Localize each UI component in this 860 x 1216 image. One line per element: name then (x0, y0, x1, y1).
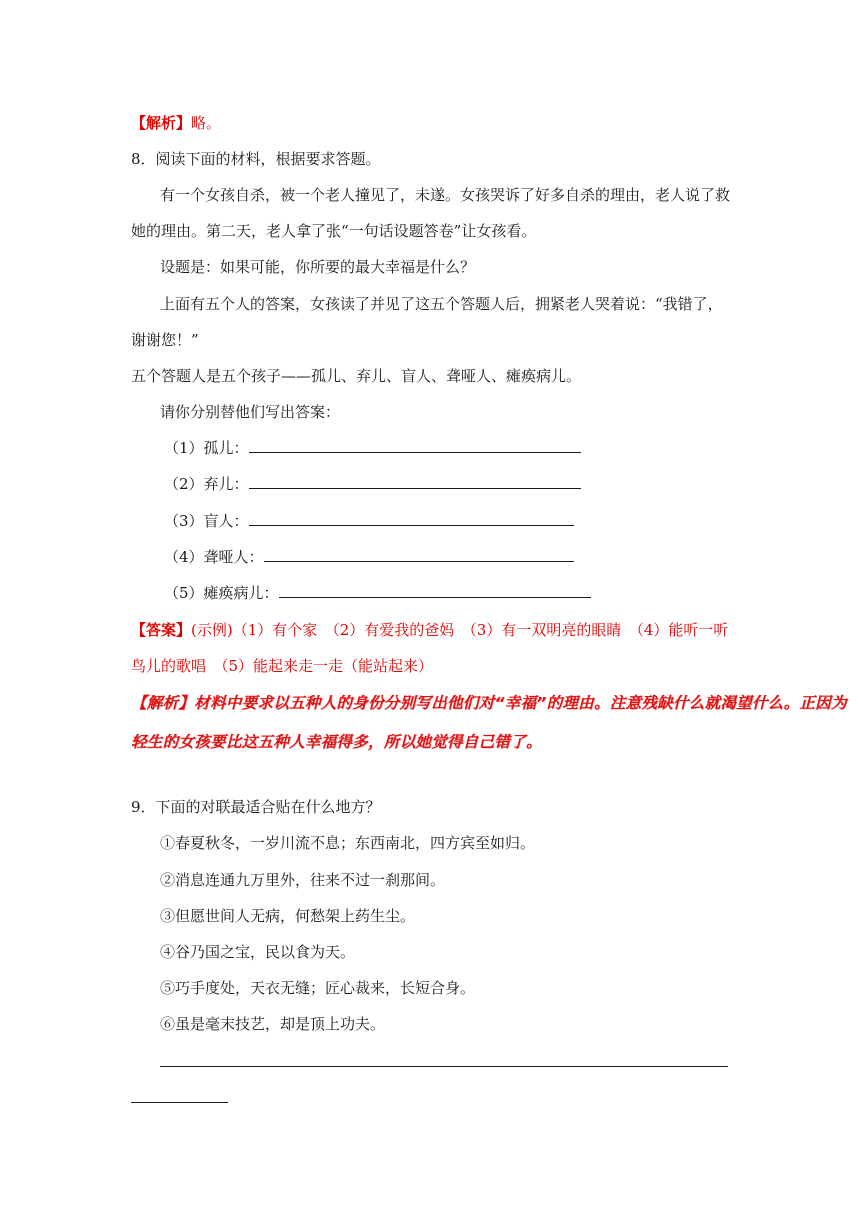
q8-item-2 (164, 473, 581, 495)
answer-blank[interactable] (249, 437, 581, 453)
q7-analysis-tag: 【解析】 (131, 114, 192, 132)
item-label: （5）瘫痪病儿： (164, 584, 279, 602)
q8-item-3 (164, 510, 574, 532)
q8-analysis-tag: 【解析】 (131, 694, 195, 712)
answer-blank[interactable] (264, 546, 574, 562)
q8-item-5 (164, 582, 591, 604)
item-label: （2）弃儿： (164, 475, 249, 493)
q9-item-1: ①春夏秋冬，一岁川流不息；东西南北，四方宾至如归。 (160, 834, 536, 852)
q8-title: 8．阅读下面的材料，根据要求答题。 (131, 150, 381, 168)
q7-analysis (131, 112, 221, 134)
q8-para2: 设题是：如果可能，你所要的最大幸福是什么？ (160, 258, 476, 276)
q7-analysis-text: 略。 (191, 114, 222, 132)
q8-para4: 五个答题人是五个孩子——孤儿、弃儿、盲人、聋哑人、瘫痪病儿。 (131, 367, 582, 385)
q9-item-5: ⑤巧手度处，天衣无缝；匠心裁来，长短合身。 (160, 979, 476, 997)
item-label: （1）孤儿： (164, 439, 249, 457)
q8-item-4 (164, 546, 574, 568)
item-label: （4）聋哑人： (164, 548, 264, 566)
q9-title: 9．下面的对联最适合贴在什么地方？ (131, 798, 381, 816)
answer-blank[interactable] (279, 582, 591, 598)
q8-instruction: 请你分别替他们写出答案： (160, 403, 341, 421)
q8-para1-line1: 有一个女孩自杀，被一个老人撞见了，未遂。女孩哭诉了好多自杀的理由，老人说了救 (160, 186, 731, 204)
q8-answer-line1 (131, 619, 728, 641)
item-label: （3）盲人： (164, 512, 249, 530)
q9-answer-line-2[interactable] (131, 1102, 228, 1103)
q8-para3-line1: 上面有五个人的答案，女孩读了并见了这五个答题人后，拥紧老人哭着说：“我错了， (160, 295, 723, 313)
q8-analysis-line1 (131, 692, 847, 714)
q8-answer-tag: 【答案】 (131, 621, 192, 639)
q8-answer-text: (示例)（1）有个家 （2）有爱我的爸妈 （3）有一双明亮的眼睛 （4）能听一听 (191, 621, 729, 639)
q8-item-1 (164, 437, 581, 459)
q9-item-2: ②消息连通九万里外，往来不过一刹那间。 (160, 871, 446, 889)
q8-analysis-line2: 轻生的女孩要比这五种人幸福得多，所以她觉得自己错了。 (131, 733, 542, 751)
q8-para1-line2: 她的理由。第二天，老人拿了张“一句话设题答卷”让女孩看。 (131, 222, 537, 240)
q8-answer-line2: 鸟儿的歌唱 （5）能起来走一走（能站起来） (131, 657, 434, 675)
q8-analysis-text: 材料中要求以五种人的身份分别写出他们对“幸福”的理由。注意残缺什么就渴望什么。正因为 (194, 694, 847, 712)
answer-blank[interactable] (249, 473, 581, 489)
q9-item-4: ④谷乃国之宝，民以食为天。 (160, 943, 356, 961)
q9-answer-line-1[interactable] (160, 1066, 728, 1067)
answer-blank[interactable] (249, 510, 574, 526)
q9-item-6: ⑥虽是毫末技艺，却是顶上功夫。 (160, 1015, 386, 1033)
q9-item-3: ③但愿世间人无病，何愁架上药生尘。 (160, 907, 416, 925)
q8-para3-line2: 谢谢您！” (131, 331, 199, 349)
